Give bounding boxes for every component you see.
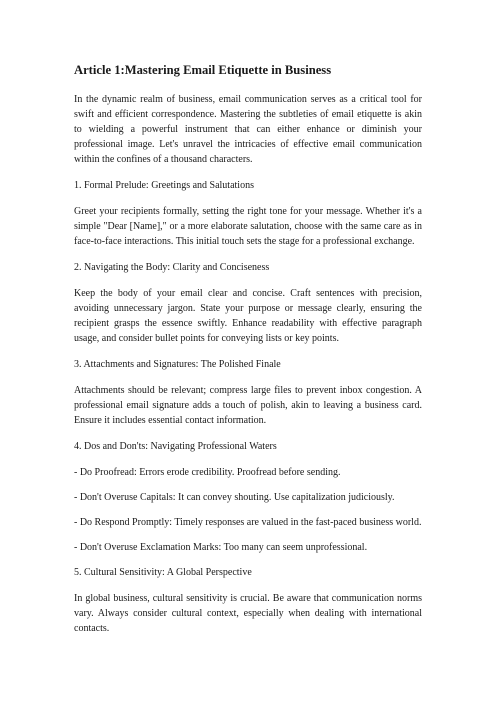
section-heading-attachments: 3. Attachments and Signatures: The Polished Finale (74, 359, 281, 370)
section-body-cultural: In global business, cultural sensitivity is crucial. Be aware that communication norms vary. Always consider cultural context, especially when dealing with international contacts. (74, 593, 422, 634)
list-item-capitals: - Don't Overuse Capitals: It can convey shouting. Use capitalization judiciously. (74, 492, 395, 503)
list-item-proofread: - Do Proofread: Errors erode credibility. Proofread before sending. (74, 467, 341, 478)
section-body-clarity: Keep the body of your email clear and concise. Craft sentences with precision, avoiding unnecessary jargon. State your purpose or message clearly, ensuring the recipient grasps the essence swiftly. Enhance readability with effective paragraph usage, and consider bullet points for conveying lists or key points. (74, 288, 422, 344)
intro-paragraph: In the dynamic realm of business, email communication serves as a critical tool for swift and efficient correspondence. Mastering the subtleties of email etiquette is akin to wielding a powerful instrument that can either enhance or diminish your professional image. Let's unravel the intricacies of effective email communication within the confines of a thousand characters. (74, 94, 422, 165)
list-item-respond: - Do Respond Promptly: Timely responses are valued in the fast-paced business world. (74, 517, 422, 528)
document-page (74, 62, 422, 647)
article-title: Article 1:Mastering Email Etiquette in Business (74, 63, 332, 77)
section-body-attachments: Attachments should be relevant; compress large files to prevent inbox congestion. A professional email signature adds a touch of polish, akin to leaving a business card. Ensure it includes essential contact information. (74, 385, 422, 426)
list-item-exclamation: - Don't Overuse Exclamation Marks: Too many can seem unprofessional. (74, 542, 368, 553)
section-body-greetings: Greet your recipients formally, setting the right tone for your message. Whether it's a simple "Dear [Name]," or a more elaborate salutation, choose with the same care as in face-to-face interactions. This initial touch sets the stage for a professional exchange. (74, 206, 422, 247)
section-heading-greetings: 1. Formal Prelude: Greetings and Salutations (74, 180, 254, 191)
section-heading-dos-donts: 4. Dos and Don'ts: Navigating Professional Waters (74, 441, 277, 452)
section-heading-cultural: 5. Cultural Sensitivity: A Global Perspective (74, 567, 252, 578)
section-heading-body: 2. Navigating the Body: Clarity and Conciseness (74, 262, 270, 273)
